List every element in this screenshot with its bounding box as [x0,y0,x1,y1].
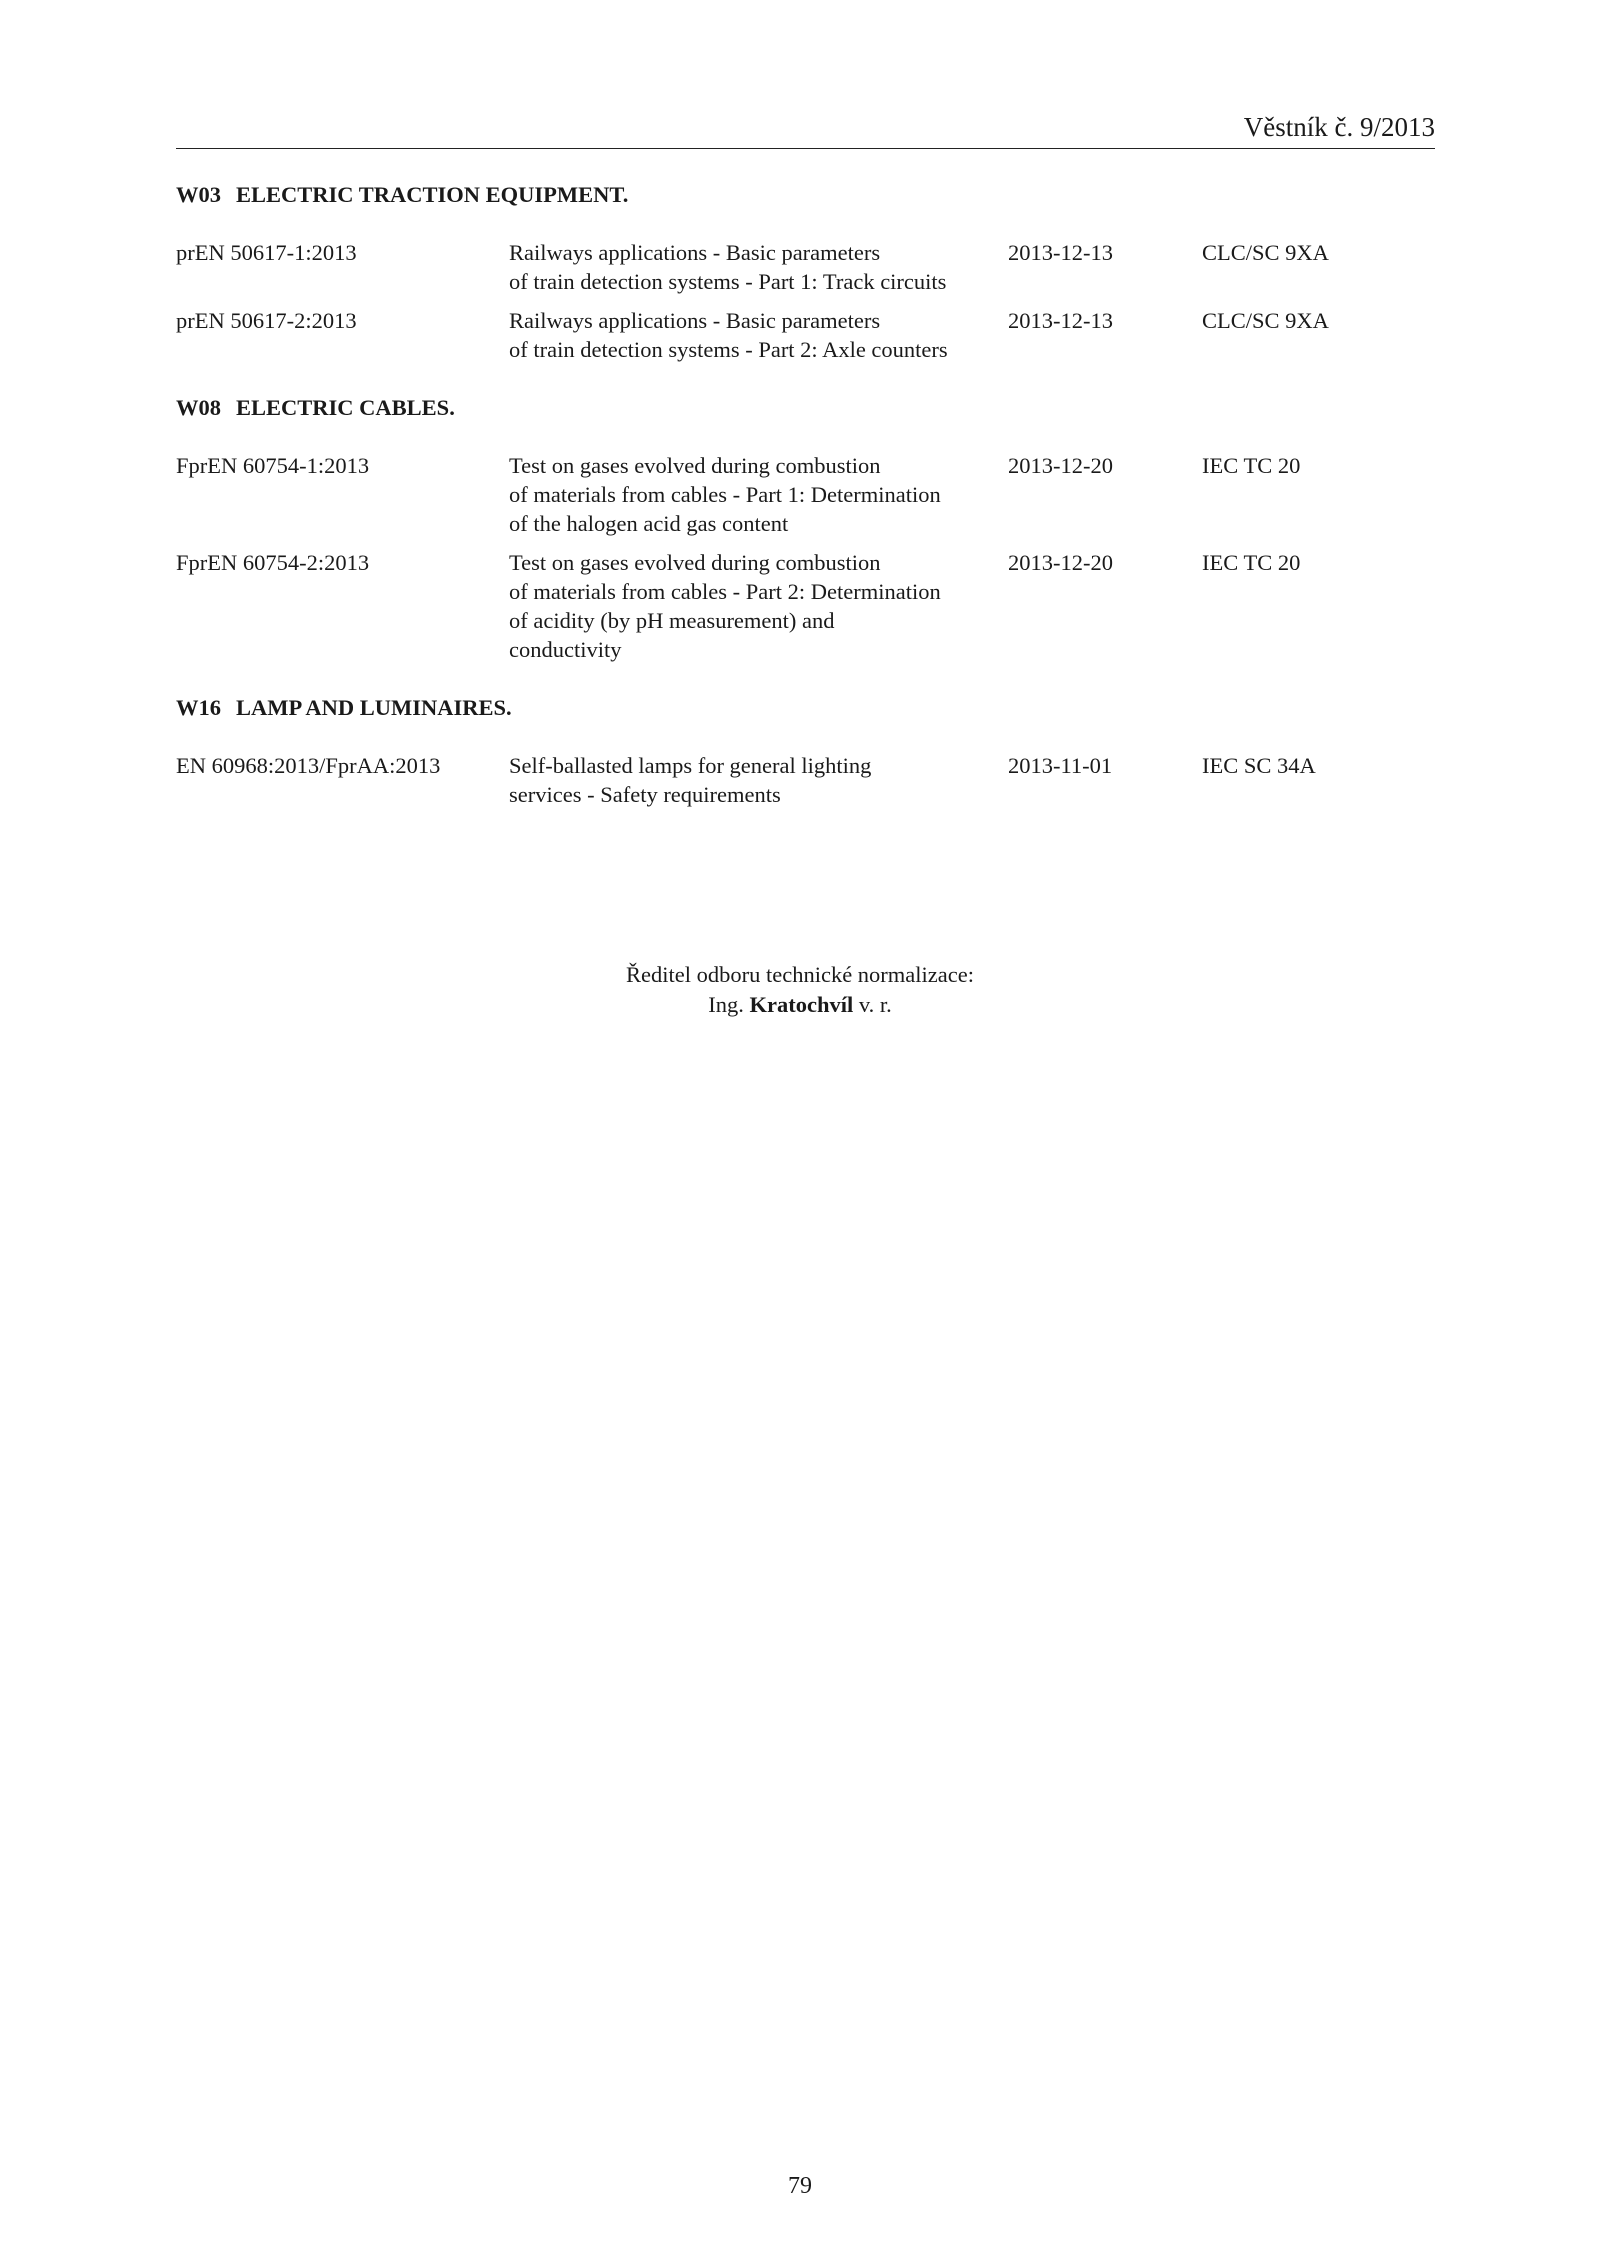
title-line: Test on gases evolved during combustion [509,453,881,478]
section-title: ELECTRIC CABLES. [236,395,455,420]
technical-committee: CLC/SC 9XA [1202,308,1329,333]
running-header [176,108,1435,149]
standard-number: prEN 50617-1:2013 [176,240,357,265]
title-line: services - Safety requirements [509,782,781,807]
signatory-role: Ředitel odboru technické normalizace: [626,962,974,987]
journal-issue: Věstník č. 9/2013 [1243,112,1435,142]
technical-committee: CLC/SC 9XA [1202,240,1329,265]
standard-number: FprEN 60754-2:2013 [176,550,370,575]
section-heading [176,393,1435,422]
comment-deadline: 2013-12-20 [1008,453,1113,478]
signatory-suffix: v. r. [858,992,892,1017]
page-number: 79 [788,2173,812,2199]
title-line: conductivity [509,637,622,662]
standard-title [509,451,1009,538]
technical-committee: IEC TC 20 [1202,453,1301,478]
signatory-name: Kratochvíl [749,992,854,1017]
section-w03 [176,180,1435,364]
technical-committee: IEC TC 20 [1202,550,1301,575]
comment-deadline: 2013-11-01 [1008,753,1113,778]
title-line: Self-ballasted lamps for general lighting [509,753,872,778]
standard-number: prEN 50617-2:2013 [176,308,357,333]
technical-committee: IEC SC 34A [1202,753,1316,778]
signatory-line [0,990,1600,1020]
standard-entry [176,306,1435,364]
comment-deadline: 2013-12-20 [1008,550,1113,575]
section-title: LAMP AND LUMINAIRES. [236,695,512,720]
title-line: Railways applications - Basic parameters [509,240,881,265]
signature-block [0,960,1600,1020]
title-line: Test on gases evolved during combustion [509,550,881,575]
section-w08 [176,393,1435,664]
section-w16 [176,693,1435,809]
standard-title [509,238,1009,296]
standard-entry [176,751,1435,809]
section-heading [176,180,1435,209]
standard-title [509,548,1009,664]
section-code: W03 [176,182,221,207]
standard-number: EN 60968:2013/FprAA:2013 [176,753,441,778]
section-code: W16 [176,695,221,720]
standard-number: FprEN 60754-1:2013 [176,453,370,478]
section-heading [176,693,1435,722]
standard-entry [176,548,1435,664]
title-line: of materials from cables - Part 1: Determination [509,482,941,507]
title-line: of train detection systems - Part 1: Track circuits [509,269,947,294]
signatory-prefix: Ing. [708,992,744,1017]
title-line: of train detection systems - Part 2: Axle counters [509,337,948,362]
standard-title [509,751,1009,809]
standard-entry [176,238,1435,296]
title-line: of materials from cables - Part 2: Determination [509,579,941,604]
comment-deadline: 2013-12-13 [1008,308,1113,333]
standard-title [509,306,1009,364]
section-title: ELECTRIC TRACTION EQUIPMENT. [236,182,629,207]
comment-deadline: 2013-12-13 [1008,240,1113,265]
title-line: of acidity (by pH measurement) and [509,608,835,633]
section-code: W08 [176,395,221,420]
standards-list [176,180,1435,838]
title-line: Railways applications - Basic parameters [509,308,881,333]
title-line: of the halogen acid gas content [509,511,789,536]
standard-entry [176,451,1435,538]
